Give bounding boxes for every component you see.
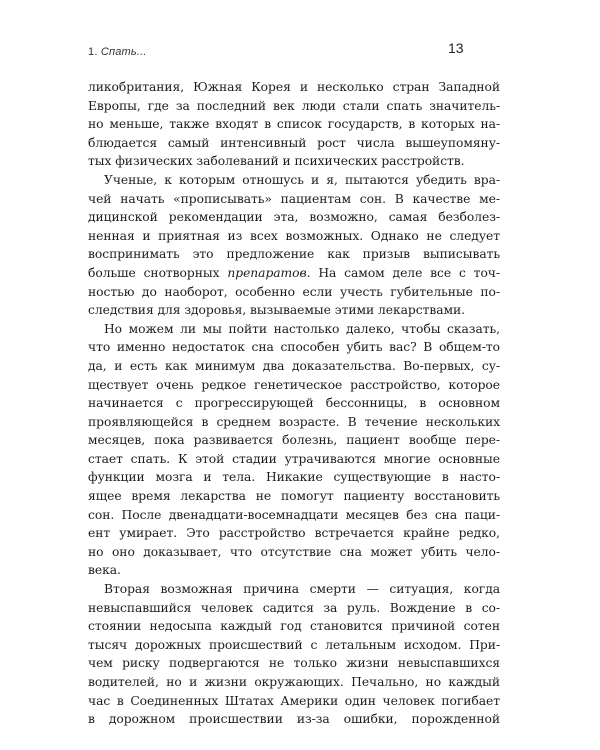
text-line: час в Соединенных Штатах Америки один человек погибает [88, 693, 500, 708]
body-text [88, 78, 500, 729]
text-line: следствия для здоровья, вызываемые этими лекарствами. [88, 303, 465, 318]
paragraph [88, 171, 500, 320]
text-line: века. [88, 563, 121, 578]
text-line: невыспавшийся человек садится за руль. Вождение в со- [88, 600, 500, 615]
text-line: но оно доказывает, что отсутствие сна может убить чело- [88, 544, 500, 559]
text-line: Вторая возможная причина смерти — ситуация, когда [104, 582, 500, 597]
text-line: проявляющейся в среднем возрасте. В течение нескольких [88, 414, 500, 429]
text-run: больше снотворных [88, 265, 228, 280]
paragraph [88, 78, 500, 171]
text-line: дицинской рекомендации эта, возможно, самая безболез- [88, 210, 500, 225]
emphasis-text: препаратов [227, 265, 307, 280]
chapter-number: 1. [88, 46, 98, 58]
text-line: чей начать «прописывать» пациентам сон. В качестве ме- [88, 191, 500, 206]
text-line: да, и есть как минимум два доказательства. Во-первых, су- [88, 358, 500, 373]
text-line: что именно недостаток сна способен убить вас? В общем-то [88, 340, 500, 355]
text-run: . На самом деле все с точ- [306, 265, 500, 280]
text-line: ностью до наоборот, особенно если учесть губительные по- [88, 284, 500, 299]
text-line: стает спать. К этой стадии утрачиваются многие основные [88, 451, 500, 466]
text-line: в дорожном происшествии из-за ошибки, порожденной [88, 712, 500, 727]
text-line: водителей, но и жизни окружающих. Печально, но каждый [88, 675, 500, 689]
text-line: Но можем ли мы пойти настолько далеко, чтобы сказать, [104, 321, 500, 336]
text-line: Европы, где за последний век люди стали спать значитель- [88, 98, 500, 113]
text-line: тысяч дорожных происшествий с летальным исходом. При- [88, 637, 500, 652]
text-line: чем риску подвергаются не только жизни невыспавшихся [88, 656, 500, 671]
text-line: ликобритания, Южная Корея и несколько стран Западной [88, 80, 500, 94]
text-line: месяцев, пока развивается болезнь, пациент вообще пере- [88, 433, 500, 448]
text-line: сон. После двенадцати-восемнадцати месяцев без сна паци- [88, 507, 500, 522]
paragraph [88, 320, 500, 580]
text-line: ящее время лекарства не помогут пациенту восстановить [88, 489, 500, 504]
text-line: начинается с прогрессирующей бессонницы, в основном [88, 396, 500, 411]
text-line: стоянии недосыпа каждый год становится причиной сотен [88, 619, 500, 634]
text-line [88, 264, 500, 283]
text-line: воспринимать это предложение как призыв выписывать [88, 247, 500, 262]
text-line: тых физических заболеваний и психических расстройств. [88, 154, 465, 169]
running-head [88, 46, 147, 58]
page-number: 13 [448, 40, 464, 56]
text-line: блюдается самый интенсивный рост числа вышеупомяну- [88, 135, 500, 150]
text-line: ненная и приятная из всех возможных. Однако не следует [88, 228, 500, 243]
chapter-title: Спать... [100, 46, 147, 58]
paragraph [88, 580, 500, 729]
text-line: Ученые, к которым отношусь и я, пытаются убедить вра- [104, 172, 500, 187]
text-line: ент умирает. Это расстройство встречается крайне редко, [88, 526, 500, 541]
text-line: функции мозга и тела. Никакие существующие в насто- [88, 470, 500, 485]
text-line: ществует очень редкое генетическое расстройство, которое [88, 377, 500, 392]
text-line: но меньше, также входят в список государств, в которых на- [88, 117, 500, 132]
